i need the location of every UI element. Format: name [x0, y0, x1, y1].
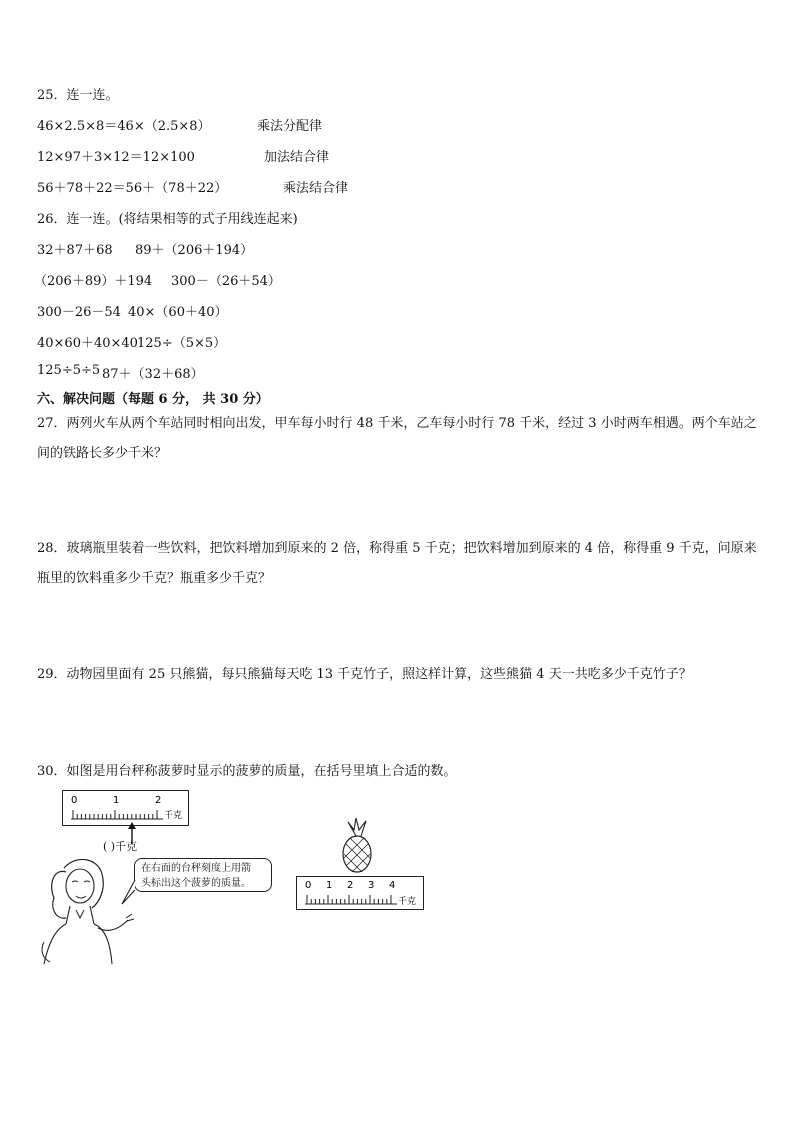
scale-1-tick-label: 1 [113, 795, 120, 806]
q26-right-1: 89＋（206＋194） [135, 243, 254, 258]
q26-right-5: 87＋（32＋68） [102, 367, 204, 382]
teacher-illustration [36, 854, 136, 968]
q28-text: 28．玻璃瓶里装着一些饮料，把饮料增加到原来的 2 倍，称得重 5 千克；把饮料增加到原来的 4 倍，称得重 9 千克，问原来瓶里的饮料重多少千克？瓶重多少千克？ [37, 541, 757, 586]
q25-expr-3: 56＋78＋22＝56＋（78＋22） [37, 181, 228, 196]
speech-tail [120, 878, 138, 908]
q25-expr-2: 12×97＋3×12＝12×100 [37, 150, 195, 165]
q26-right-4: 125÷（5×5） [137, 336, 227, 351]
q25-law-2: 加法结合律 [264, 150, 330, 165]
section-heading: 六、解决问题（每题 6 分， 共 30 分） [37, 392, 269, 407]
q26-left-3: 300－26－54 [37, 305, 121, 320]
scale-2-tick-label: 4 [389, 880, 396, 891]
q26-left-2: （206＋89）＋194 [34, 274, 153, 289]
scale-1 [62, 790, 189, 826]
scale-1-tick-label: 2 [155, 795, 162, 806]
pineapple-icon [334, 818, 380, 874]
scale-2-tick-label: 1 [326, 880, 333, 891]
q25-law-3: 乘法结合律 [283, 181, 349, 196]
q26-right-2: 300－（26＋54） [171, 274, 281, 289]
scale-1-ticks [73, 810, 157, 819]
q26-left-5: 125÷5÷5 [37, 363, 101, 378]
scale-2-unit: 千克 [398, 897, 417, 907]
speech-bubble [134, 858, 272, 892]
q26-right-3: 40×（60＋40） [128, 305, 228, 320]
scale-1-tick-label: 0 [71, 795, 78, 806]
q26-left-4: 40×60＋40×40 [37, 336, 138, 351]
speech-line-1: 在右面的台秤刻度上用箭 [141, 863, 251, 874]
scale-1-unit: 千克 [164, 811, 183, 821]
scale-2-tick-label: 3 [368, 880, 375, 891]
q25-title: 25．连一连。 [37, 88, 119, 103]
q29-text: 29．动物园里面有 25 只熊猫，每只熊猫每天吃 13 千克竹子，照这样计算，这些熊猫 4 天一共吃多少千克竹子？ [37, 667, 692, 682]
scale-2-ticks [307, 895, 391, 904]
scale-2-tick-label: 2 [347, 880, 354, 891]
scale-2 [296, 876, 424, 910]
speech-line-2: 头标出这个菠萝的质量。 [141, 878, 251, 889]
q30-text: 30．如图是用台秤称菠萝时显示的菠萝的质量，在括号里填上合适的数。 [37, 764, 457, 779]
q26-title: 26．连一连。(将结果相等的式子用线连起来) [37, 212, 298, 227]
q25-law-1: 乘法分配律 [257, 119, 323, 134]
q27-text: 27．两列火车从两个车站同时相向出发，甲车每小时行 48 千米，乙车每小时行 78 千米，经过 3 小时两车相遇。两个车站之间的铁路长多少千米？ [37, 416, 757, 461]
q26-left-1: 32＋87＋68 [37, 243, 113, 258]
q25-expr-1: 46×2.5×8＝46×（2.5×8） [37, 119, 211, 134]
answer-blank[interactable]: ( )千克 [103, 840, 138, 853]
scale-2-tick-label: 0 [305, 880, 312, 891]
